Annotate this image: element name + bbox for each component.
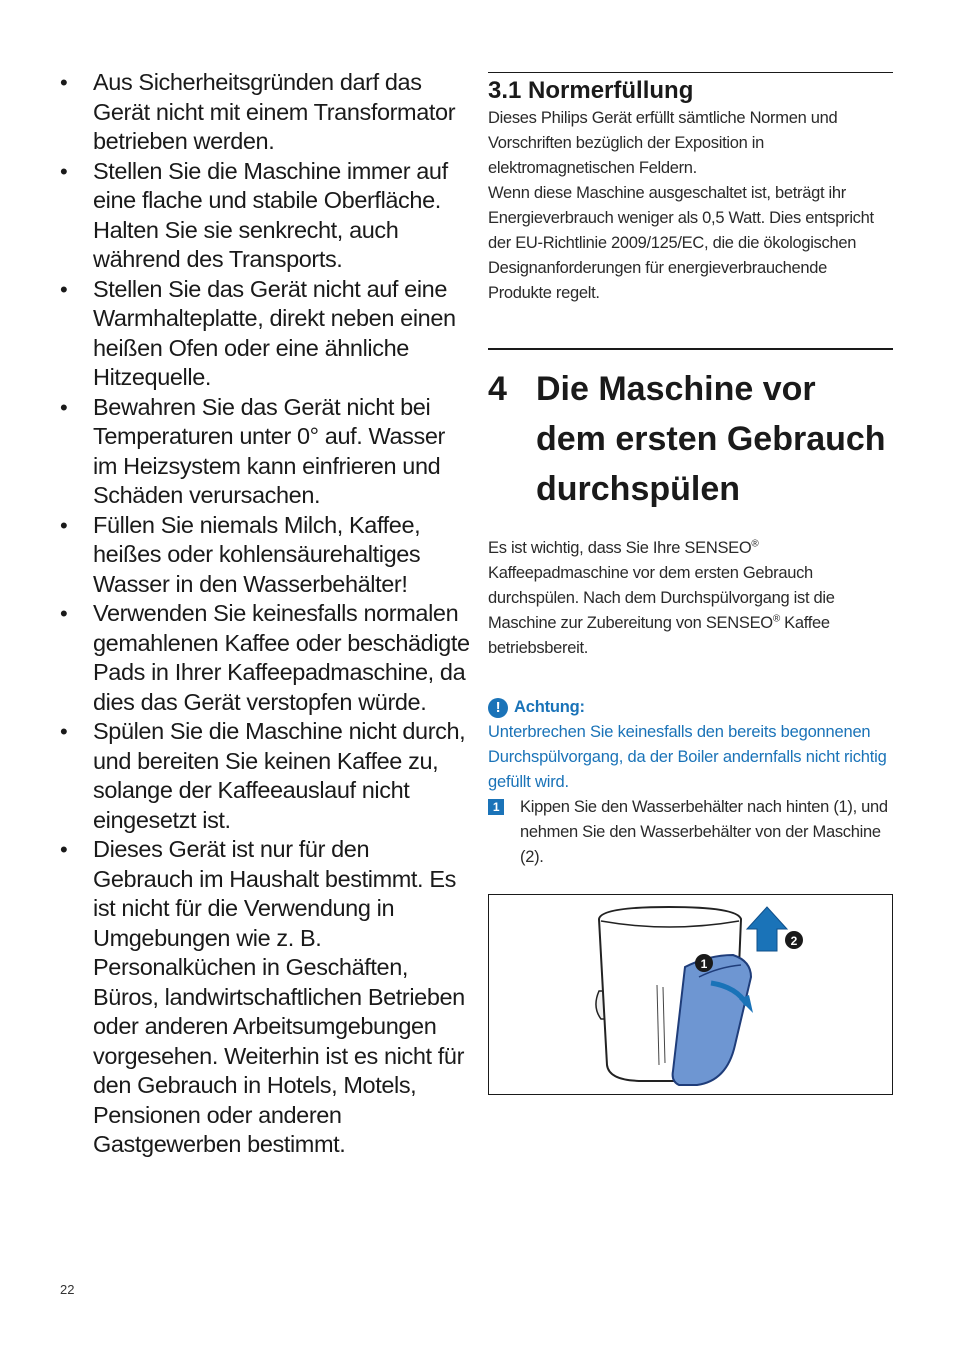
bullet-icon: • bbox=[60, 276, 68, 302]
page-number: 22 bbox=[60, 1282, 75, 1297]
caution-heading bbox=[488, 695, 893, 720]
safety-list bbox=[58, 68, 473, 1160]
chapter-title: Die Maschine vor dem ersten Gebrauch durchspülen bbox=[536, 370, 886, 508]
section-title: 3.1 Normerfüllung bbox=[488, 77, 694, 104]
list-item: • Verwenden Sie keinesfalls normalen gemahlenen Kaffee oder beschädigte Pads in Ihrer Kaffeepadmaschine, da dies das Gerät verstopfen würde. bbox=[60, 600, 470, 715]
step-number: 1 bbox=[488, 799, 504, 815]
bullet-icon: • bbox=[60, 158, 68, 184]
list-item: • Füllen Sie niemals Milch, Kaffee, heißes oder kohlensäurehaltiges Wasser in den Wasserbehälter! bbox=[60, 511, 421, 597]
bullet-icon: • bbox=[60, 512, 68, 538]
bullet-icon: • bbox=[60, 601, 68, 626]
caution-title: Achtung: bbox=[514, 698, 585, 716]
bullet-icon: • bbox=[60, 719, 68, 744]
intro-paragraph: Es ist wichtig, dass Sie Ihre SENSEO® Kaffeepadmaschine vor dem ersten Gebrauch durchspülen. Nach dem Durchspülvorgang ist die Maschine zur Zubereitung von SENSEO® Kaffee betriebsbereit. bbox=[488, 538, 835, 657]
caution-box bbox=[488, 695, 893, 795]
registered-mark: ® bbox=[772, 613, 780, 625]
chapter-heading bbox=[488, 364, 893, 514]
caution-text: Unterbrechen Sie keinesfalls den bereits begonnenen Durchspülvorgang, da der Boiler andernfalls nicht richtig gefüllt wird. bbox=[488, 723, 887, 791]
list-item: • Stellen Sie die Maschine immer auf eine flache und stabile Oberfläche. Halten Sie sie senkrecht, auch während des Transports. bbox=[60, 157, 448, 272]
lift-arrow-shape bbox=[747, 907, 787, 951]
list-item: • Dieses Gerät ist nur für den Gebrauch im Haushalt bestimmt. Es ist nicht für die Verwendung in Umgebungen wie z. B. Personalküchen in Geschäften, Büros, landwirtschaftlichen Betrieben oder anderen Arbeitsumgebungen vorgesehen. Weiterhin ist es nicht für den Gebrauch in Hotels, Motels, Pensionen oder anderen Gastgewerben bestimmt. bbox=[60, 836, 465, 1157]
bullet-icon: • bbox=[60, 70, 68, 95]
chapter-number: 4 bbox=[488, 370, 507, 408]
bullet-icon: • bbox=[60, 394, 68, 420]
safety-column bbox=[58, 68, 473, 1160]
section-divider bbox=[488, 72, 893, 73]
water-tank-shape bbox=[673, 955, 751, 1085]
list-item: • Aus Sicherheitsgründen darf das Gerät nicht mit einem Transformator betrieben werden. bbox=[60, 69, 456, 154]
step-item bbox=[488, 795, 893, 870]
illustration-figure bbox=[488, 894, 893, 1095]
content-column bbox=[488, 72, 893, 1095]
warning-icon: ! bbox=[488, 698, 508, 718]
registered-mark: ® bbox=[751, 538, 759, 550]
bullet-icon: • bbox=[60, 837, 68, 862]
section-paragraph: Dieses Philips Gerät erfüllt sämtliche Normen und Vorschriften bezüglich der Exposition in elektromagnetischen Feldern. bbox=[488, 109, 838, 177]
list-item: • Bewahren Sie das Gerät nicht bei Temperaturen unter 0° auf. Wasser im Heizsystem kann einfrieren und Schäden verursachen. bbox=[60, 393, 445, 508]
section-paragraph: Wenn diese Maschine ausgeschaltet ist, beträgt ihr Energieverbrauch weniger als 0,5 Watt. Dies entspricht der EU-Richtlinie 2009/125/EC, die die ökologischen Designanforderungen für energieverbrauchende Produkte regelt. bbox=[488, 184, 874, 302]
marker-2-label: 2 bbox=[790, 934, 798, 948]
list-item: • Stellen Sie das Gerät nicht auf eine Warmhalteplatte, direkt neben einen heißen Ofen oder eine ähnliche Hitzequelle. bbox=[60, 275, 456, 390]
list-item: • Spülen Sie die Maschine nicht durch, und bereiten Sie keinen Kaffee zu, solange der Kaffeeauslauf nicht eingesetzt ist. bbox=[60, 718, 466, 833]
chapter-divider bbox=[488, 348, 893, 350]
marker-1-label: 1 bbox=[700, 957, 708, 971]
coffee-machine-illustration bbox=[489, 895, 892, 1094]
step-text: Kippen Sie den Wasserbehälter nach hinten (1), und nehmen Sie den Wasserbehälter von der Maschine (2). bbox=[520, 798, 888, 866]
